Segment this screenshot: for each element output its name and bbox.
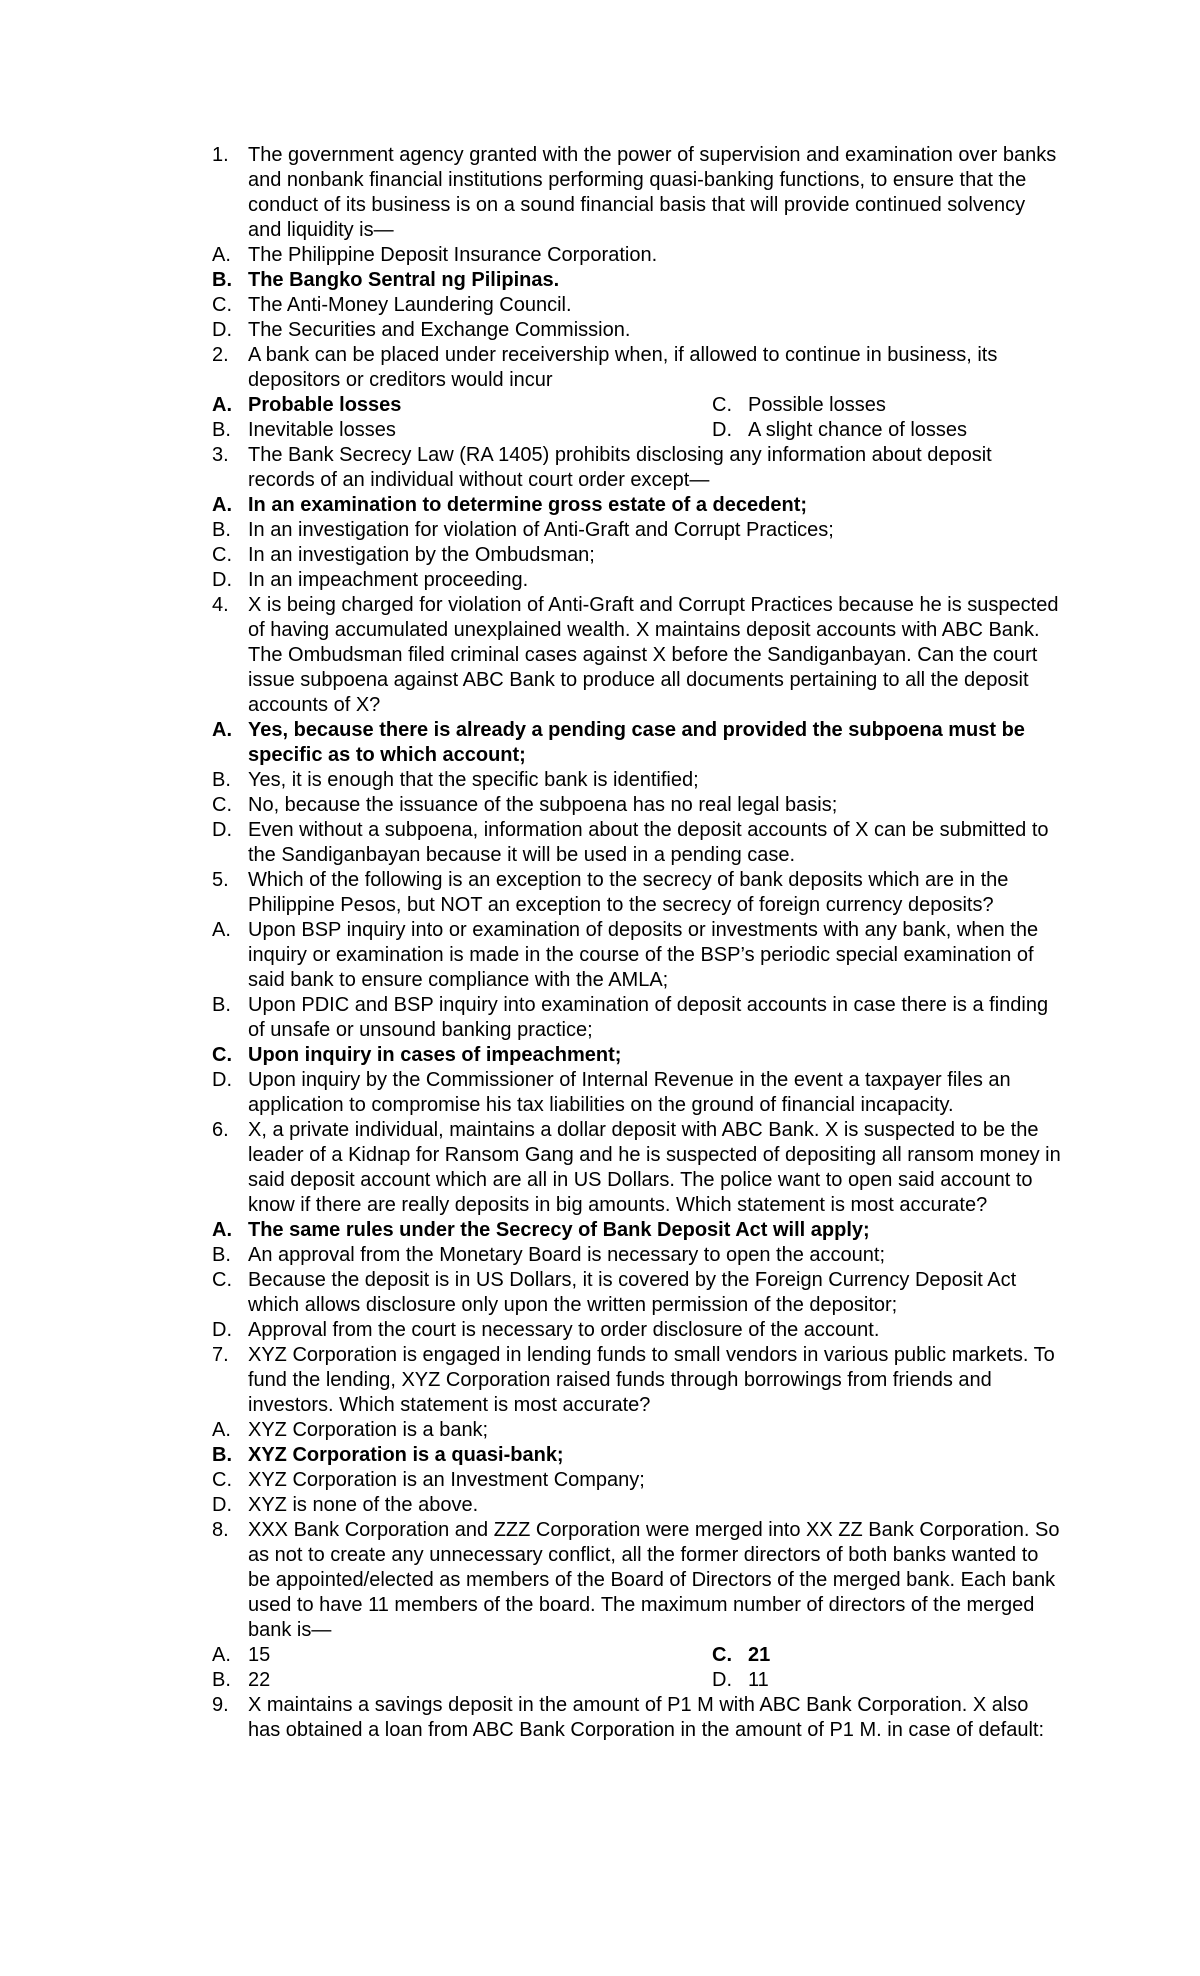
choice-text: Upon PDIC and BSP inquiry into examination of deposit accounts in case there is a finding of unsafe or unsound banking practice; — [248, 994, 1049, 1041]
choice-item — [712, 1668, 769, 1693]
choice-letter: A. — [212, 719, 232, 741]
choice-text: 15 — [248, 1644, 271, 1666]
question-number: 4. — [212, 594, 229, 616]
choice-letter: B. — [212, 519, 231, 541]
question-stem — [212, 868, 1062, 918]
choice-item — [212, 768, 1062, 793]
choice-text: The Bangko Sentral ng Pilipinas. — [248, 269, 560, 291]
choice-letter: D. — [712, 419, 732, 441]
question-number: 5. — [212, 869, 229, 891]
choice-item — [212, 1468, 1062, 1493]
choice-text: No, because the issuance of the subpoena has no real legal basis; — [248, 794, 838, 816]
choice-item-correct — [712, 1643, 770, 1668]
choice-letter: D. — [212, 819, 232, 841]
choice-item — [212, 1418, 1062, 1443]
choice-text: XYZ Corporation is a quasi-bank; — [248, 1444, 564, 1466]
choice-letter: A. — [212, 244, 231, 266]
question-text: The Bank Secrecy Law (RA 1405) prohibits disclosing any information about deposit records of an individual without court order except— — [248, 444, 992, 491]
choice-text: Upon inquiry by the Commissioner of Internal Revenue in the event a taxpayer files an application to compromise his tax liabilities on the ground of financial incapacity. — [248, 1069, 1011, 1116]
choice-letter: A. — [212, 919, 231, 941]
choice-item-correct — [212, 268, 1062, 293]
choice-item — [212, 1243, 1062, 1268]
question-text: A bank can be placed under receivership when, if allowed to continue in business, its depositors or creditors would incur — [248, 344, 998, 391]
choice-text: Inevitable losses — [248, 419, 396, 441]
choice-letter: A. — [212, 1644, 231, 1666]
choice-item — [212, 1268, 1062, 1318]
choice-letter: B. — [212, 419, 231, 441]
choice-letter: A. — [212, 1419, 231, 1441]
choice-text: The Anti-Money Laundering Council. — [248, 294, 572, 316]
choice-item — [212, 543, 1062, 568]
question-list — [212, 143, 1062, 1743]
choice-item-correct — [212, 393, 401, 418]
choice-text: An approval from the Monetary Board is necessary to open the account; — [248, 1244, 886, 1266]
choice-item — [212, 418, 396, 443]
choice-text: In an investigation by the Ombudsman; — [248, 544, 595, 566]
choice-letter: C. — [212, 1269, 232, 1291]
choice-text: A slight chance of losses — [748, 419, 968, 441]
choice-text: Probable losses — [248, 394, 402, 416]
choice-letter: B. — [212, 994, 231, 1016]
question-stem — [212, 593, 1062, 718]
choice-letter: C. — [712, 394, 732, 416]
choice-item — [212, 1068, 1062, 1118]
choice-letter: C. — [212, 794, 232, 816]
question-number: 2. — [212, 344, 229, 366]
choice-letter: D. — [212, 319, 232, 341]
choice-item — [212, 793, 1062, 818]
choice-row — [212, 1668, 1062, 1693]
question-text: The government agency granted with the power of supervision and examination over banks and nonbank financial institutions performing quasi-banking functions, to ensure that the conduct of its business is on a sound financial basis that will provide continued solvency and liquidity is— — [248, 144, 1057, 241]
choice-item — [212, 1493, 1062, 1518]
choice-text: Approval from the court is necessary to order disclosure of the account. — [248, 1319, 880, 1341]
choice-item — [212, 318, 1062, 343]
question-stem — [212, 1518, 1062, 1643]
choice-letter: A. — [212, 394, 232, 416]
choice-item — [212, 1318, 1062, 1343]
choice-letter: C. — [712, 1644, 732, 1666]
question-text: XYZ Corporation is engaged in lending funds to small vendors in various public markets. To fund the lending, XYZ Corporation raised funds through borrowings from friends and investors. Which statement is most accurate? — [248, 1344, 1055, 1416]
choice-item — [212, 918, 1062, 993]
question-text: XXX Bank Corporation and ZZZ Corporation were merged into XX ZZ Bank Corporation. So as not to create any unnecessary conflict, all the former directors of both banks wanted to be appointed/elected as members of the Board of Directors of the merged bank. Each bank used to have 11 members of the board. The maximum number of directors of the merged bank is— — [248, 1519, 1060, 1641]
choice-letter: B. — [212, 769, 231, 791]
choice-letter: D. — [212, 1319, 232, 1341]
choice-text: XYZ Corporation is an Investment Company; — [248, 1469, 645, 1491]
question-stem — [212, 1693, 1062, 1743]
choice-row — [212, 1643, 1062, 1668]
choice-letter: D. — [212, 569, 232, 591]
choice-text: The Philippine Deposit Insurance Corporation. — [248, 244, 658, 266]
choice-item-correct — [212, 1218, 1062, 1243]
choice-item-correct — [212, 1443, 1062, 1468]
question-text: X is being charged for violation of Anti-Graft and Corrupt Practices because he is suspected of having accumulated unexplained wealth. X maintains deposit accounts with ABC Bank. The Ombudsman filed criminal cases against X before the Sandiganbayan. Can the court issue subpoena against ABC Bank to produce all documents pertaining to all the deposit accounts of X? — [248, 594, 1059, 716]
choice-letter: C. — [212, 294, 232, 316]
choice-item — [212, 568, 1062, 593]
choice-row — [212, 418, 1062, 443]
choice-text: XYZ is none of the above. — [248, 1494, 479, 1516]
question-number: 1. — [212, 144, 229, 166]
question-text: Which of the following is an exception to the secrecy of bank deposits which are in the Philippine Pesos, but NOT an exception to the secrecy of foreign currency deposits? — [248, 869, 1009, 916]
choice-letter: D. — [712, 1669, 732, 1691]
choice-text: In an impeachment proceeding. — [248, 569, 529, 591]
question-text: X maintains a savings deposit in the amount of P1 M with ABC Bank Corporation. X also has obtained a loan from ABC Bank Corporation in the amount of P1 M. in case of default: — [248, 1694, 1045, 1741]
choice-letter: C. — [212, 1469, 232, 1491]
choice-letter: C. — [212, 1044, 232, 1066]
choice-letter: B. — [212, 1669, 231, 1691]
choice-item — [212, 1668, 270, 1693]
question-number: 3. — [212, 444, 229, 466]
choice-item — [212, 818, 1062, 868]
choice-text: Possible losses — [748, 394, 886, 416]
choice-text: XYZ Corporation is a bank; — [248, 1419, 489, 1441]
question-stem — [212, 1118, 1062, 1218]
choice-text: Upon BSP inquiry into or examination of deposits or investments with any bank, when the inquiry or examination is made in the course of the BSP’s periodic special examination of said bank to ensure compliance with the AMLA; — [248, 919, 1039, 991]
choice-letter: C. — [212, 544, 232, 566]
choice-text: In an investigation for violation of Anti-Graft and Corrupt Practices; — [248, 519, 834, 541]
choice-text: 22 — [248, 1669, 271, 1691]
choice-letter: B. — [212, 1444, 232, 1466]
choice-letter: D. — [212, 1069, 232, 1091]
choice-letter: A. — [212, 494, 232, 516]
choice-letter: B. — [212, 269, 232, 291]
question-number: 8. — [212, 1519, 229, 1541]
choice-text: Yes, because there is already a pending case and provided the subpoena must be specific as to which account; — [248, 719, 1025, 766]
choice-item — [712, 393, 886, 418]
choice-item-correct — [212, 718, 1062, 768]
choice-text: Yes, it is enough that the specific bank is identified; — [248, 769, 699, 791]
choice-item — [212, 243, 1062, 268]
choice-text: The same rules under the Secrecy of Bank Deposit Act will apply; — [248, 1219, 870, 1241]
choice-letter: D. — [212, 1494, 232, 1516]
choice-text: The Securities and Exchange Commission. — [248, 319, 631, 341]
choice-text: Upon inquiry in cases of impeachment; — [248, 1044, 622, 1066]
question-stem — [212, 1343, 1062, 1418]
choice-text: In an examination to determine gross estate of a decedent; — [248, 494, 808, 516]
choice-letter: B. — [212, 1244, 231, 1266]
choice-text: Because the deposit is in US Dollars, it is covered by the Foreign Currency Deposit Act which allows disclosure only upon the written permission of the depositor; — [248, 1269, 1017, 1316]
choice-item — [212, 518, 1062, 543]
choice-text: 11 — [748, 1669, 769, 1691]
question-stem — [212, 443, 1062, 493]
choice-item — [212, 993, 1062, 1043]
choice-row — [212, 393, 1062, 418]
question-number: 6. — [212, 1119, 229, 1141]
choice-letter: A. — [212, 1219, 232, 1241]
choice-text: Even without a subpoena, information about the deposit accounts of X can be submitted to the Sandiganbayan because it will be used in a pending case. — [248, 819, 1049, 866]
question-stem — [212, 343, 1062, 393]
question-text: X, a private individual, maintains a dollar deposit with ABC Bank. X is suspected to be the leader of a Kidnap for Ransom Gang and he is suspected of depositing all ransom money in said deposit account which are all in US Dollars. The police want to open said account to know if there are really deposits in big amounts. Which statement is most accurate? — [248, 1119, 1061, 1216]
question-number: 9. — [212, 1694, 229, 1716]
choice-text: 21 — [748, 1644, 771, 1666]
question-number: 7. — [212, 1344, 229, 1366]
question-stem — [212, 143, 1062, 243]
choice-item — [212, 293, 1062, 318]
choice-item-correct — [212, 1043, 1062, 1068]
choice-item — [712, 418, 967, 443]
choice-item — [212, 1643, 270, 1668]
choice-item-correct — [212, 493, 1062, 518]
